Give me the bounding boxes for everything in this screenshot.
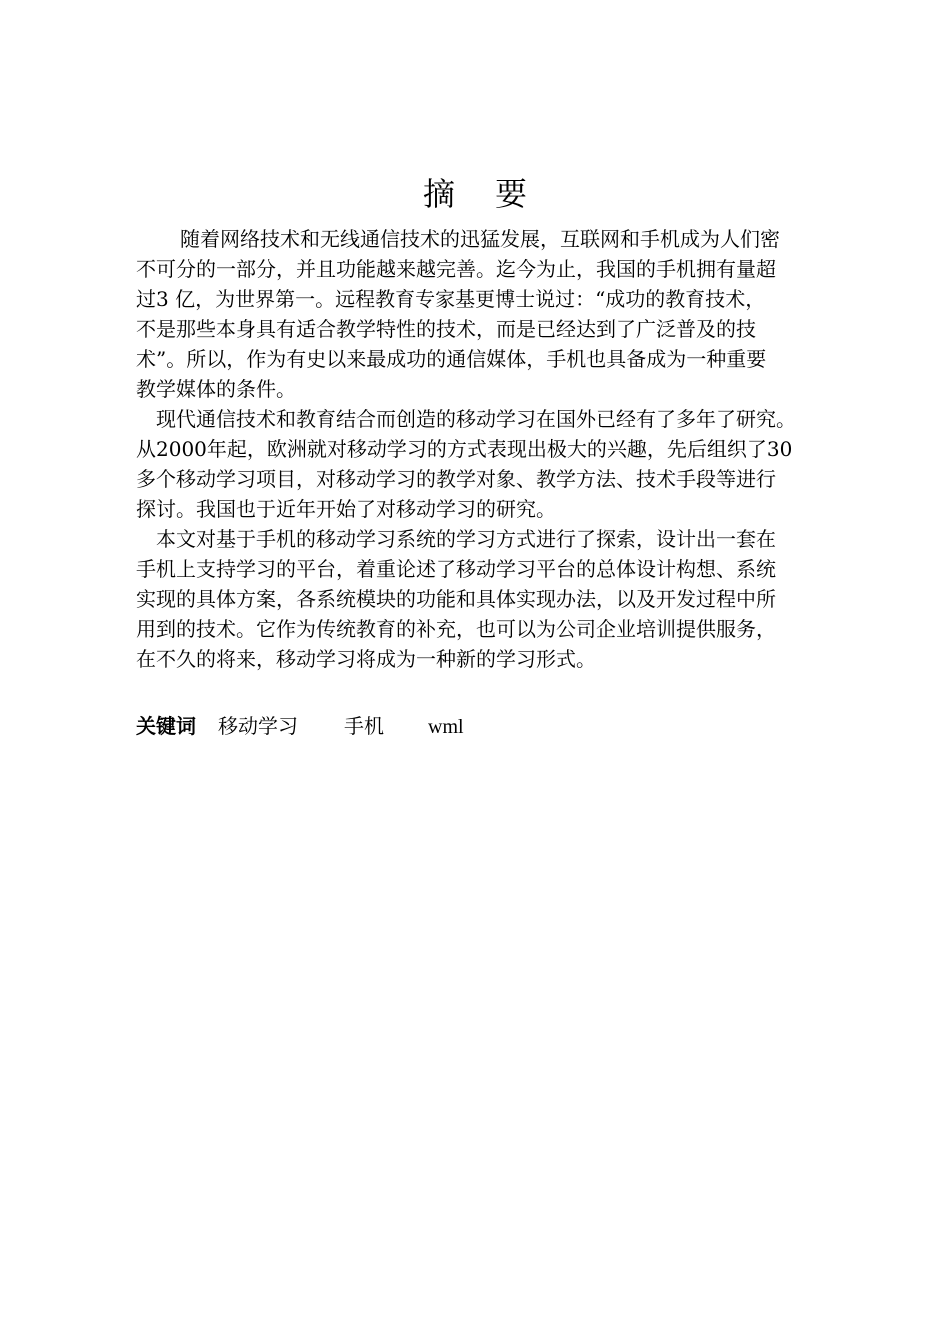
keywords-label: 关键词 bbox=[136, 714, 196, 738]
paragraph-line: 教学媒体的条件。 bbox=[136, 377, 296, 401]
paragraph-line: 过3 亿，为世界第一。远程教育专家基更博士说过：“成功的教育技术， bbox=[136, 287, 766, 311]
paragraph-line: 不可分的一部分，并且功能越来越完善。迄今为止，我国的手机拥有量超 bbox=[136, 257, 776, 281]
paragraph-line: 在不久的将来，移动学习将成为一种新的学习形式。 bbox=[136, 647, 596, 671]
keyword-item: 手机 bbox=[344, 714, 384, 738]
title-char: 摘 bbox=[422, 175, 455, 213]
keyword-item: 移动学习 bbox=[218, 714, 298, 738]
paragraph-line: 手机上支持学习的平台，着重论述了移动学习平台的总体设计构想、系统 bbox=[136, 557, 776, 581]
paragraph-line: 本文对基于手机的移动学习系统的学习方式进行了探索，设计出一套在 bbox=[156, 527, 776, 551]
paragraph-line: 用到的技术。它作为传统教育的补充，也可以为公司企业培训提供服务， bbox=[136, 617, 776, 641]
paragraph-line: 实现的具体方案，各系统模块的功能和具体实现办法，以及开发过程中所 bbox=[136, 587, 776, 611]
abstract-body bbox=[136, 224, 848, 674]
paragraph-line: 探讨。我国也于近年开始了对移动学习的研究。 bbox=[136, 497, 556, 521]
title-char: 要 bbox=[495, 175, 528, 213]
paragraph-line: 现代通信技术和教育结合而创造的移动学习在国外已经有了多年了研究。 bbox=[156, 407, 796, 431]
paragraph-line: 随着网络技术和无线通信技术的迅猛发展，互联网和手机成为人们密 bbox=[180, 227, 780, 251]
keywords-row bbox=[136, 711, 464, 742]
paragraph-line: 术”。所以，作为有史以来最成功的通信媒体，手机也具备成为一种重要 bbox=[136, 347, 767, 371]
keyword-item: wml bbox=[428, 716, 464, 738]
paragraph-line: 从2000年起，欧洲就对移动学习的方式表现出极大的兴趣，先后组织了30 bbox=[136, 437, 793, 461]
paragraph-line: 不是那些本身具有适合教学特性的技术，而是已经达到了广泛普及的技 bbox=[136, 317, 756, 341]
paragraph-line: 多个移动学习项目，对移动学习的教学对象、教学方法、技术手段等进行 bbox=[136, 467, 776, 491]
abstract-title bbox=[0, 172, 950, 216]
